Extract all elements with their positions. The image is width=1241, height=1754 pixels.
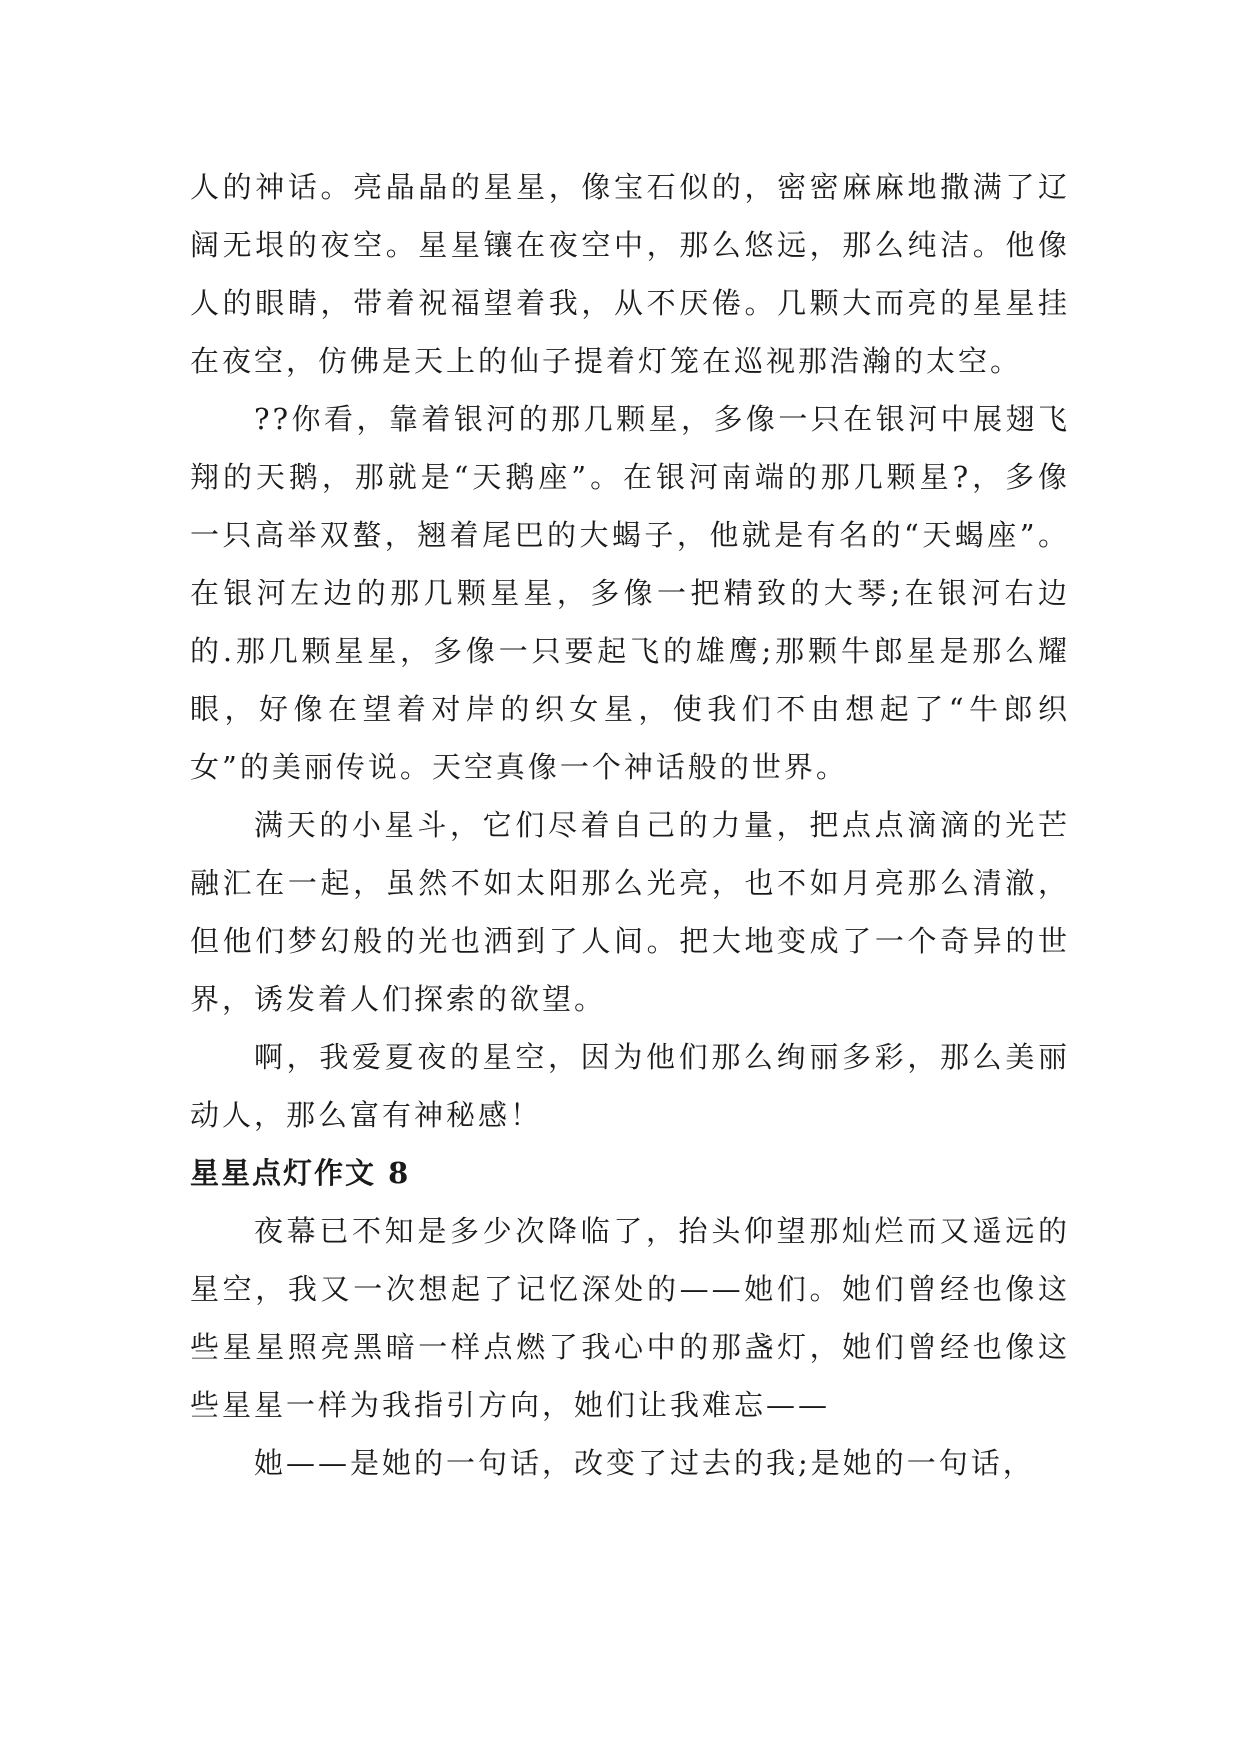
document-page <box>190 158 1070 1492</box>
paragraph-constellations-list: ??你看，靠着银河的那几颗星，多像一只在银河中展翅飞翔的天鹅，那就是“天鹅座”。在银河南端的那几颗星?，多像一只高举双螯，翘着尾巴的大蝎子，他就是有名的“天蝎座”。在银河左边的那几颗星星，多像一把精致的大琴;在银河右边的.那几颗星星，多像一只要起飞的雄鹰;那颗牛郎星是那么耀眼，好像在望着对岸的织女星，使我们不由想起了“牛郎织女”的美丽传说。天空真像一个神话般的世界。 <box>190 402 1070 784</box>
paragraph-her-words: 她——是她的一句话，改变了过去的我;是她的一句话， <box>254 1446 1035 1480</box>
section-heading: 星星点灯作文 8 <box>190 1156 411 1190</box>
paragraph-constellations-intro: 人的神话。亮晶晶的星星，像宝石似的，密密麻麻地撒满了辽阔无垠的夜空。星星镶在夜空中，那么悠远，那么纯洁。他像人的眼睛，带着祝福望着我，从不厌倦。几颗大而亮的星星挂在夜空，仿佛是天上的仙子提着灯笼在巡视那浩瀚的太空。 <box>190 170 1070 378</box>
paragraph-small-stars: 满天的小星斗，它们尽着自己的力量，把点点滴滴的光芒融汇在一起，虽然不如太阳那么光亮，也不如月亮那么清澈，但他们梦幻般的光也洒到了人间。把大地变成了一个奇异的世界，诱发着人们探索的欲望。 <box>190 808 1070 1016</box>
paragraph-love-summer-sky: 啊，我爱夏夜的星空，因为他们那么绚丽多彩，那么美丽动人，那么富有神秘感！ <box>190 1040 1070 1132</box>
paragraph-night-falls: 夜幕已不知是多少次降临了，抬头仰望那灿烂而又遥远的星空，我又一次想起了记忆深处的——她们。她们曾经也像这些星星照亮黑暗一样点燃了我心中的那盏灯，她们曾经也像这些星星一样为我指引方向，她们让我难忘—— <box>190 1214 1070 1422</box>
